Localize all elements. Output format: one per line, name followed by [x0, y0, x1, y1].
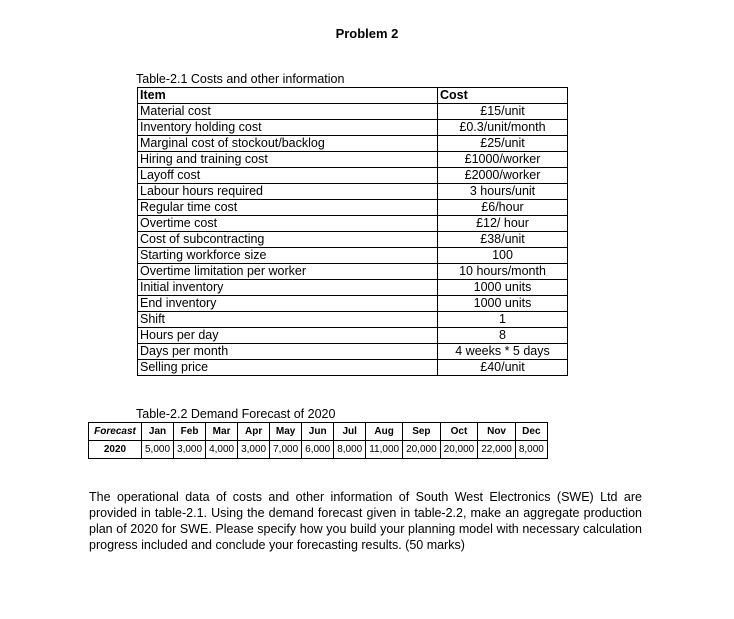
- demand-forecast-table: [88, 422, 548, 459]
- year-label: 2020: [89, 441, 142, 459]
- item-cell: Hours per day: [138, 328, 438, 344]
- demand-value: 4,000: [206, 441, 238, 459]
- demand-value: 20,000: [440, 441, 478, 459]
- month-header: May: [270, 423, 302, 441]
- table-row: [138, 344, 568, 360]
- item-cell: Cost of subcontracting: [138, 232, 438, 248]
- table-row: [138, 216, 568, 232]
- item-cell: Labour hours required: [138, 184, 438, 200]
- item-cell: Overtime limitation per worker: [138, 264, 438, 280]
- month-header: Mar: [206, 423, 238, 441]
- month-header: Dec: [515, 423, 547, 441]
- table-row: [138, 120, 568, 136]
- table-row: [138, 296, 568, 312]
- table-row: [138, 280, 568, 296]
- month-header: Nov: [478, 423, 516, 441]
- item-cell: Inventory holding cost: [138, 120, 438, 136]
- table-row: [138, 104, 568, 120]
- table1-caption: Table-2.1 Costs and other information: [136, 72, 345, 86]
- month-header: Aug: [366, 423, 403, 441]
- month-header: Jan: [142, 423, 174, 441]
- item-cell: Days per month: [138, 344, 438, 360]
- item-cell: Shift: [138, 312, 438, 328]
- cost-cell: 1000 units: [438, 296, 568, 312]
- cost-cell: 4 weeks * 5 days: [438, 344, 568, 360]
- cost-cell: 8: [438, 328, 568, 344]
- cost-cell: 10 hours/month: [438, 264, 568, 280]
- header-item: Item: [138, 88, 438, 104]
- demand-value: 11,000: [366, 441, 403, 459]
- month-header: Feb: [174, 423, 206, 441]
- table-row: [138, 264, 568, 280]
- table-row: [138, 328, 568, 344]
- forecast-header-row: [89, 423, 548, 441]
- cost-cell: 1: [438, 312, 568, 328]
- item-cell: Selling price: [138, 360, 438, 376]
- item-cell: End inventory: [138, 296, 438, 312]
- table-row: [138, 232, 568, 248]
- costs-table: [137, 87, 568, 376]
- cost-cell: £40/unit: [438, 360, 568, 376]
- item-cell: Hiring and training cost: [138, 152, 438, 168]
- cost-cell: £2000/worker: [438, 168, 568, 184]
- cost-cell: £12/ hour: [438, 216, 568, 232]
- table-row: [138, 152, 568, 168]
- item-cell: Layoff cost: [138, 168, 438, 184]
- cost-cell: £6/hour: [438, 200, 568, 216]
- item-cell: Material cost: [138, 104, 438, 120]
- table-row: [138, 360, 568, 376]
- table-row: [138, 312, 568, 328]
- demand-value: 6,000: [302, 441, 334, 459]
- demand-value: 3,000: [174, 441, 206, 459]
- table-header-row: [138, 88, 568, 104]
- cost-cell: £0.3/unit/month: [438, 120, 568, 136]
- header-cost: Cost: [438, 88, 568, 104]
- demand-value: 8,000: [334, 441, 366, 459]
- forecast-row-header: Forecast: [89, 423, 142, 441]
- table2-caption: Table-2.2 Demand Forecast of 2020: [136, 407, 336, 421]
- demand-value: 3,000: [238, 441, 270, 459]
- table-row: [138, 136, 568, 152]
- item-cell: Regular time cost: [138, 200, 438, 216]
- item-cell: Initial inventory: [138, 280, 438, 296]
- cost-cell: 100: [438, 248, 568, 264]
- cost-cell: 1000 units: [438, 280, 568, 296]
- demand-value: 7,000: [270, 441, 302, 459]
- demand-value: 5,000: [142, 441, 174, 459]
- cost-cell: £1000/worker: [438, 152, 568, 168]
- demand-value: 22,000: [478, 441, 516, 459]
- item-cell: Overtime cost: [138, 216, 438, 232]
- table-row: [138, 248, 568, 264]
- month-header: Jun: [302, 423, 334, 441]
- page-title: Problem 2: [335, 26, 399, 41]
- item-cell: Marginal cost of stockout/backlog: [138, 136, 438, 152]
- month-header: Jul: [334, 423, 366, 441]
- forecast-values-row: [89, 441, 548, 459]
- month-header: Oct: [440, 423, 478, 441]
- table-row: [138, 200, 568, 216]
- cost-cell: £38/unit: [438, 232, 568, 248]
- item-cell: Starting workforce size: [138, 248, 438, 264]
- demand-value: 20,000: [403, 441, 441, 459]
- month-header: Sep: [403, 423, 441, 441]
- cost-cell: 3 hours/unit: [438, 184, 568, 200]
- month-header: Apr: [238, 423, 270, 441]
- cost-cell: £25/unit: [438, 136, 568, 152]
- cost-cell: £15/unit: [438, 104, 568, 120]
- demand-value: 8,000: [515, 441, 547, 459]
- table-row: [138, 184, 568, 200]
- table-row: [138, 168, 568, 184]
- problem-description: The operational data of costs and other information of South West Electronics (SWE) Ltd are provided in table-2.1. Using the demand forecast given in table-2.2, make an aggregate production plan of 2020 for SWE. Please specify how you build your planning model with necessary calculation progress included and conclude your forecasting results. (50 marks): [89, 490, 642, 552]
